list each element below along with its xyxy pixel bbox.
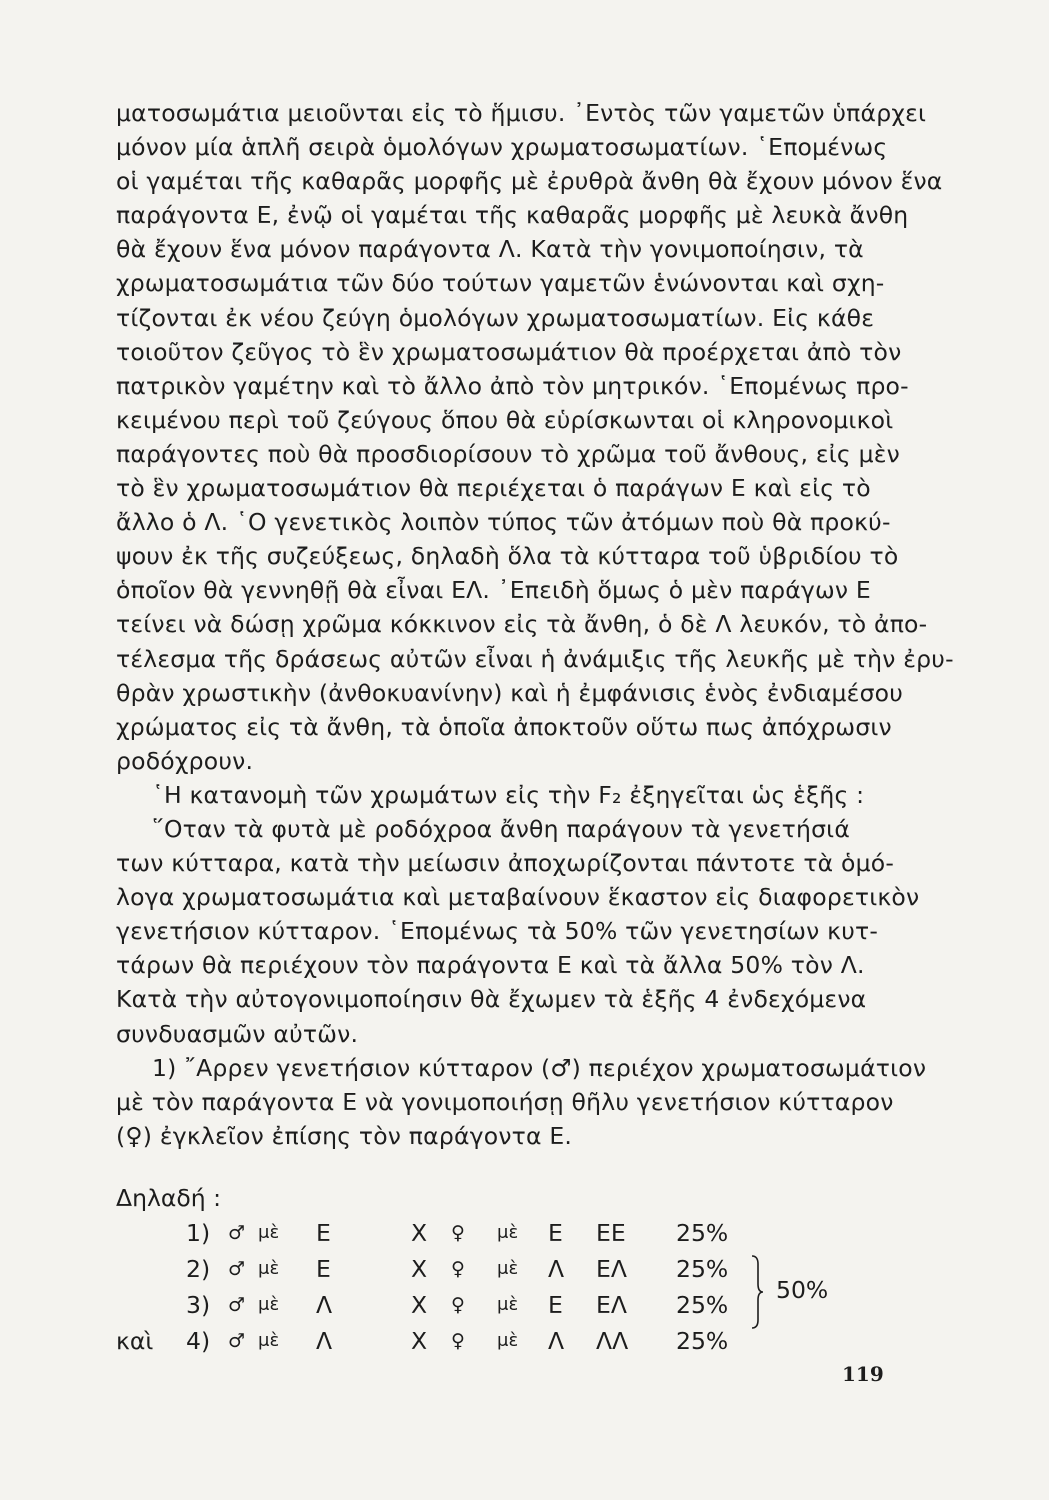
female-gamete: Ε	[548, 1291, 563, 1319]
page-number: 119	[842, 1362, 884, 1386]
cross-sign: Χ	[411, 1291, 428, 1319]
text-line: ματοσωμάτια μειοῦνται εἰς τὸ ἥμισυ. ᾽Εντὸς τῶν γαμετῶν ὑπάρχει	[116, 99, 927, 127]
row-prefix: καὶ	[116, 1327, 154, 1355]
text-line: ψουν ἐκ τῆς συζεύξεως, δηλαδὴ ὅλα τὰ κύτταρα τοῦ ὑβριδίου τὸ	[116, 542, 899, 571]
male-gamete: Ε	[316, 1219, 331, 1247]
right-brace-icon	[750, 1254, 764, 1330]
text-line: τέλεσμα τῆς δράσεως αὐτῶν εἶναι ἡ ἀνάμιξις τῆς λευκῆς μὲ τὴν ἐρυ-	[116, 644, 954, 673]
text-line: κειμένου περὶ τοῦ ζεύγους ὅπου θὰ εὑρίσκωνται οἱ κληρονομικοὶ	[116, 405, 894, 434]
text-line: μόνον μία ἁπλῆ σειρὰ ὁμολόγων χρωματοσωματίων. ῾Επομένως	[116, 133, 888, 162]
with-word: μὲ	[258, 1294, 280, 1315]
text-line: τὸ ἓν χρωματοσωμάτιον θὰ περιέχεται ὁ παράγων Ε καὶ εἰς τὸ	[116, 474, 871, 503]
text-line: θρὰν χρωστικὴν (ἀνθοκυανίνην) καὶ ἡ ἐμφάνισις ἑνὸς ἐνδιαμέσου	[116, 678, 904, 707]
text-line: χρώματος εἰς τὰ ἄνθη, τὰ ὁποῖα ἀποκτοῦν οὕτω πως ἀπόχρωσιν	[116, 712, 892, 741]
with-word: μὲ	[258, 1222, 280, 1243]
text-line: (♀) ἐγκλεῖον ἐπίσης τὸν παράγοντα Ε.	[116, 1121, 573, 1150]
male-symbol: ♂	[228, 1222, 246, 1244]
text-line: παράγοντες ποὺ θὰ προσδιορίσουν τὸ χρῶμα τοῦ ἄνθους, εἰς μὲν	[116, 439, 900, 468]
with-word: μὲ	[258, 1330, 280, 1351]
text-line: των κύτταρα, κατὰ τὴν μείωσιν ἀποχωρίζονται πάντοτε τὰ ὁμό-	[116, 849, 895, 878]
text-line: μὲ τὸν παράγοντα Ε νὰ γονιμοποιήσῃ θῆλυ γενετήσιον κύτταρον	[116, 1087, 894, 1116]
text-line: ῞Οταν τὰ φυτὰ μὲ ροδόχροα ἄνθη παράγουν τὰ γενετήσιά	[152, 814, 851, 843]
with-word: μὲ	[497, 1330, 519, 1351]
with-word: μὲ	[497, 1222, 519, 1243]
text-line: λογα χρωματοσωμάτια καὶ μεταβαίνουν ἕκαστον εἰς διαφορετικὸν	[116, 883, 920, 912]
male-symbol: ♂	[228, 1258, 246, 1280]
male-symbol: ♂	[228, 1294, 246, 1316]
f2-distribution-line: ῾Η κατανομὴ τῶν χρωμάτων εἰς τὴν F₂ ἐξηγεῖται ὡς ἑξῆς :	[152, 780, 865, 809]
text-line: τίζονται ἐκ νέου ζεύγη ὁμολόγων χρωματοσωματίων. Εἰς κάθε	[116, 303, 875, 332]
text-line: Κατὰ τὴν αὐτογονιμοποίησιν θὰ ἔχωμεν τὰ ἑξῆς 4 ἐνδεχόμενα	[116, 985, 867, 1014]
male-gamete: Λ	[316, 1327, 333, 1355]
row-number: 2)	[186, 1255, 211, 1283]
percentage: 25%	[676, 1255, 729, 1283]
cross-sign: Χ	[411, 1219, 428, 1247]
female-symbol: ♀	[451, 1294, 465, 1316]
text-line: ἄλλο ὁ Λ. ῾Ο γενετικὸς λοιπὸν τύπος τῶν ἀτόμων ποὺ θὰ προκύ-	[116, 508, 891, 537]
cross-label: Δηλαδή :	[116, 1184, 222, 1212]
main-text	[116, 96, 954, 1153]
genotype: ΛΛ	[596, 1327, 629, 1355]
text-line: πατρικὸν γαμέτην καὶ τὸ ἄλλο ἀπὸ τὸν μητρικόν. ῾Επομένως προ-	[116, 371, 909, 400]
row-number: 4)	[186, 1327, 211, 1355]
genotype: ΕΛ	[596, 1291, 627, 1319]
row-number: 1)	[186, 1219, 211, 1247]
text-line: 1) ῎Αρρεν γενετήσιον κύτταρον (♂) περιέχον χρωματοσωμάτιον	[152, 1053, 927, 1082]
female-symbol: ♀	[451, 1330, 465, 1352]
brace-total: 50%	[776, 1276, 829, 1304]
male-gamete: Λ	[316, 1291, 333, 1319]
with-word: μὲ	[258, 1258, 280, 1279]
female-symbol: ♀	[451, 1258, 465, 1280]
cross-sign: Χ	[411, 1255, 428, 1283]
female-gamete: Λ	[548, 1327, 565, 1355]
text-line: γενετήσιον κύτταρον. ῾Επομένως τὰ 50% τῶν γενετησίων κυτ-	[116, 917, 879, 946]
genotype: ΕΛ	[596, 1255, 627, 1283]
text-line: παράγοντα Ε, ἐνῷ οἱ γαμέται τῆς καθαρᾶς μορφῆς μὲ λευκὰ ἄνθη	[116, 201, 909, 230]
text-line: συνδυασμῶν αὐτῶν.	[116, 1019, 359, 1048]
percentage: 25%	[676, 1219, 729, 1247]
text-line: τείνει νὰ δώσῃ χρῶμα κόκκινον εἰς τὰ ἄνθη, ὁ δὲ Λ λευκόν, τὸ ἀπο-	[116, 610, 928, 639]
percentage: 25%	[676, 1291, 729, 1319]
text-line: θὰ ἔχουν ἕνα μόνον παράγοντα Λ. Κατὰ τὴν γονιμοποίησιν, τὰ	[116, 235, 864, 264]
male-gamete: Ε	[316, 1255, 331, 1283]
percentage: 25%	[676, 1327, 729, 1355]
row-number: 3)	[186, 1291, 211, 1319]
with-word: μὲ	[497, 1294, 519, 1315]
with-word: μὲ	[497, 1258, 519, 1279]
text-line: ροδόχρουν.	[116, 746, 254, 775]
female-symbol: ♀	[451, 1222, 465, 1244]
text-line: ὁποῖον θὰ γεννηθῇ θὰ εἶναι ΕΛ. ᾽Επειδὴ ὅμως ὁ μὲν παράγων Ε	[116, 576, 871, 605]
text-line: τοιοῦτον ζεῦγος τὸ ἓν χρωματοσωμάτιον θὰ προέρχεται ἀπὸ τὸν	[116, 337, 902, 366]
text-line: οἱ γαμέται τῆς καθαρᾶς μορφῆς μὲ ἐρυθρὰ ἄνθη θὰ ἔχουν μόνον ἕνα	[116, 167, 943, 196]
genotype: ΕΕ	[596, 1219, 626, 1247]
text-line: τάρων θὰ περιέχουν τὸν παράγοντα Ε καὶ τὰ ἄλλα 50% τὸν Λ.	[116, 951, 865, 980]
female-gamete: Ε	[548, 1219, 563, 1247]
male-symbol: ♂	[228, 1330, 246, 1352]
text-line: χρωματοσωμάτια τῶν δύο τούτων γαμετῶν ἑνώνονται καὶ σχη-	[116, 269, 885, 298]
female-gamete: Λ	[548, 1255, 565, 1283]
cross-sign: Χ	[411, 1327, 428, 1355]
